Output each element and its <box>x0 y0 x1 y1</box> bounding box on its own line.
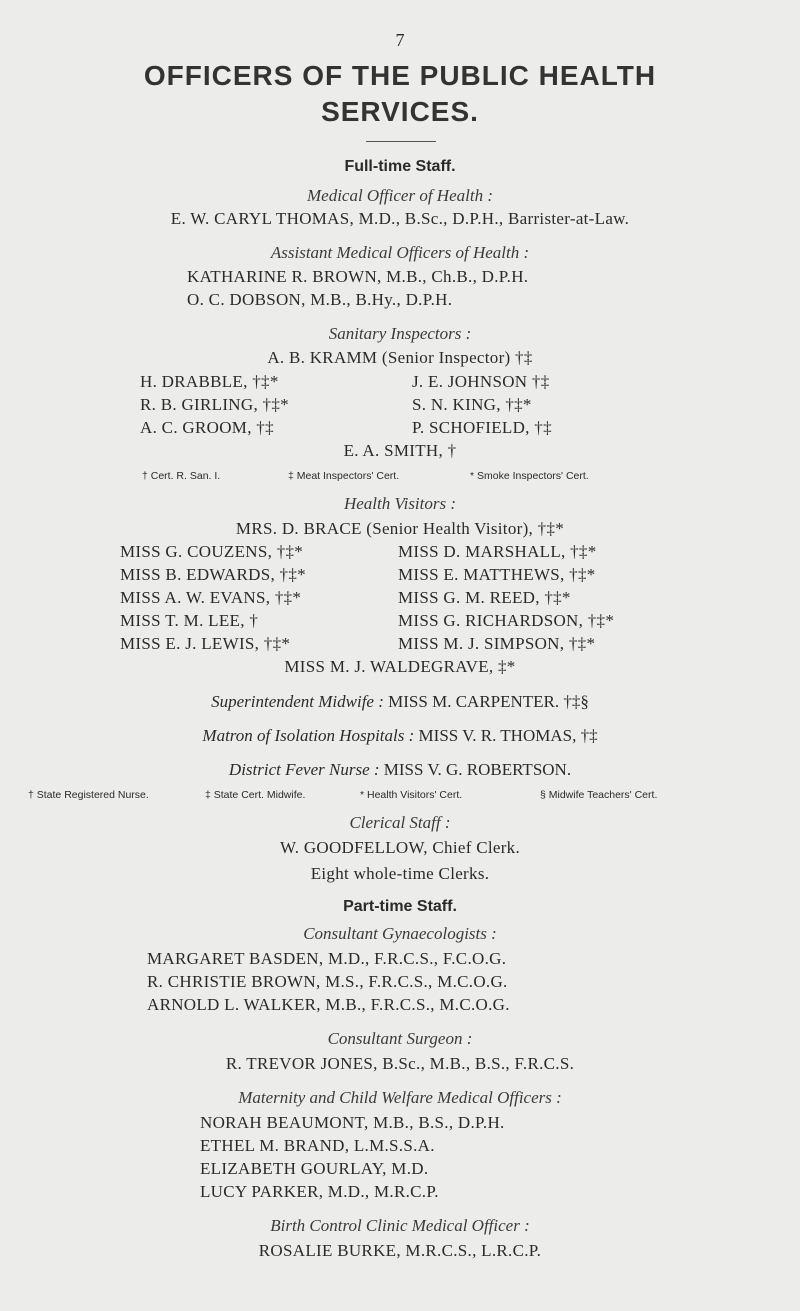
sanitary-inspectors-label: Sanitary Inspectors : <box>328 324 472 343</box>
health-visitor-name: MISS B. EDWARDS, †‡* <box>120 565 306 584</box>
gynaecologists-label: Consultant Gynaecologists : <box>303 924 497 943</box>
fulltime-heading: Full-time Staff. <box>344 158 456 175</box>
gynaecologist-name: ARNOLD L. WALKER, M.B., F.R.C.S., M.C.O.G. <box>147 995 510 1014</box>
gynaecologist-name: R. CHRISTIE BROWN, M.S., F.R.C.S., M.C.O.G. <box>147 972 508 991</box>
inspector-name: P. SCHOFIELD, †‡ <box>412 418 552 437</box>
page-title <box>0 58 800 130</box>
surgeon-name: R. TREVOR JONES, B.Sc., M.B., B.S., F.R.C.S. <box>225 1054 575 1073</box>
superintendent-midwife-line <box>0 692 800 712</box>
inspector-name: R. B. GIRLING, †‡* <box>140 395 289 414</box>
fever-nurse-label: District Fever Nurse : <box>228 760 380 779</box>
legend-entry: § Midwife Teachers' Cert. <box>540 789 658 801</box>
superintendent-midwife-label: Superintendent Midwife : <box>211 692 384 711</box>
amoh-name: O. C. DOBSON, M.B., B.Hy., D.P.H. <box>187 290 453 309</box>
health-visitor-name: MISS G. RICHARDSON, †‡* <box>398 611 615 630</box>
mcw-officer-name: ETHEL M. BRAND, L.M.S.S.A. <box>200 1136 435 1155</box>
mcw-officer-name: ELIZABETH GOURLAY, M.D. <box>200 1159 429 1178</box>
health-visitor-name: MISS G. M. REED, †‡* <box>398 588 571 607</box>
clerical-label: Clerical Staff : <box>349 813 451 832</box>
health-visitor-name: MISS D. MARSHALL, †‡* <box>398 542 597 561</box>
matron-name: MISS V. R. THOMAS, †‡ <box>418 726 598 745</box>
legend-entry: † Cert. R. San. I. <box>142 470 221 482</box>
birth-control-officer-name: ROSALIE BURKE, M.R.C.S., L.R.C.P. <box>258 1241 542 1260</box>
matron-line <box>0 726 800 746</box>
moh-label: Medical Officer of Health : <box>306 186 493 205</box>
mcw-officer-name: NORAH BEAUMONT, M.B., B.S., D.P.H. <box>200 1113 505 1132</box>
health-visitor-name: MISS G. COUZENS, †‡* <box>120 542 304 561</box>
mcw-officer-name: LUCY PARKER, M.D., M.R.C.P. <box>200 1182 439 1201</box>
legend-entry: † State Registered Nurse. <box>28 789 149 801</box>
gynaecologist-name: MARGARET BASDEN, M.D., F.R.C.S., F.C.O.G. <box>147 949 507 968</box>
legend-entry: * Health Visitors' Cert. <box>360 789 463 801</box>
clerical-entry: W. GOODFELLOW, Chief Clerk. <box>279 838 521 857</box>
title-line-1: OFFICERS OF THE PUBLIC HEALTH <box>143 60 657 91</box>
senior-inspector: A. B. KRAMM (Senior Inspector) †‡ <box>267 348 533 367</box>
surgeon-label: Consultant Surgeon : <box>327 1029 473 1048</box>
superintendent-midwife-name: MISS M. CARPENTER. †‡§ <box>388 692 589 711</box>
inspector-name: H. DRABBLE, †‡* <box>140 372 279 391</box>
health-visitor-name: MISS M. J. WALDEGRAVE, ‡* <box>284 657 516 676</box>
page-number: 7 <box>395 30 405 50</box>
parttime-heading: Part-time Staff. <box>343 898 457 915</box>
inspector-name: A. C. GROOM, †‡ <box>140 418 274 437</box>
moh-name: E. W. CARYL THOMAS, M.D., B.Sc., D.P.H., Barrister-at-Law. <box>170 209 630 228</box>
health-visitor-name: MISS E. J. LEWIS, †‡* <box>120 634 291 653</box>
senior-health-visitor: MRS. D. BRACE (Senior Health Visitor), †‡* <box>235 519 565 538</box>
clerical-entry: Eight whole-time Clerks. <box>310 864 490 883</box>
legend-entry: * Smoke Inspectors' Cert. <box>470 470 589 482</box>
birth-control-label: Birth Control Clinic Medical Officer : <box>270 1216 530 1235</box>
inspector-name: J. E. JOHNSON †‡ <box>412 372 550 391</box>
mcw-label: Maternity and Child Welfare Medical Officers : <box>238 1088 562 1107</box>
legend-entry: ‡ Meat Inspectors' Cert. <box>288 470 400 482</box>
fever-nurse-name: MISS V. G. ROBERTSON. <box>383 760 572 779</box>
amoh-name: KATHARINE R. BROWN, M.B., Ch.B., D.P.H. <box>187 267 529 286</box>
health-visitor-name: MISS T. M. LEE, † <box>120 611 259 630</box>
inspector-name: E. A. SMITH, † <box>343 441 457 460</box>
fever-nurse-line <box>0 760 800 780</box>
health-visitor-name: MISS A. W. EVANS, †‡* <box>120 588 302 607</box>
inspector-name: S. N. KING, †‡* <box>412 395 532 414</box>
title-line-2: SERVICES. <box>321 96 479 127</box>
health-visitor-name: MISS M. J. SIMPSON, †‡* <box>398 634 596 653</box>
amoh-label: Assistant Medical Officers of Health : <box>270 243 530 262</box>
health-visitors-label: Health Visitors : <box>343 494 457 513</box>
matron-label: Matron of Isolation Hospitals : <box>202 726 415 745</box>
legend-entry: ‡ State Cert. Midwife. <box>205 789 306 801</box>
title-divider <box>366 141 436 142</box>
health-visitor-name: MISS E. MATTHEWS, †‡* <box>398 565 596 584</box>
